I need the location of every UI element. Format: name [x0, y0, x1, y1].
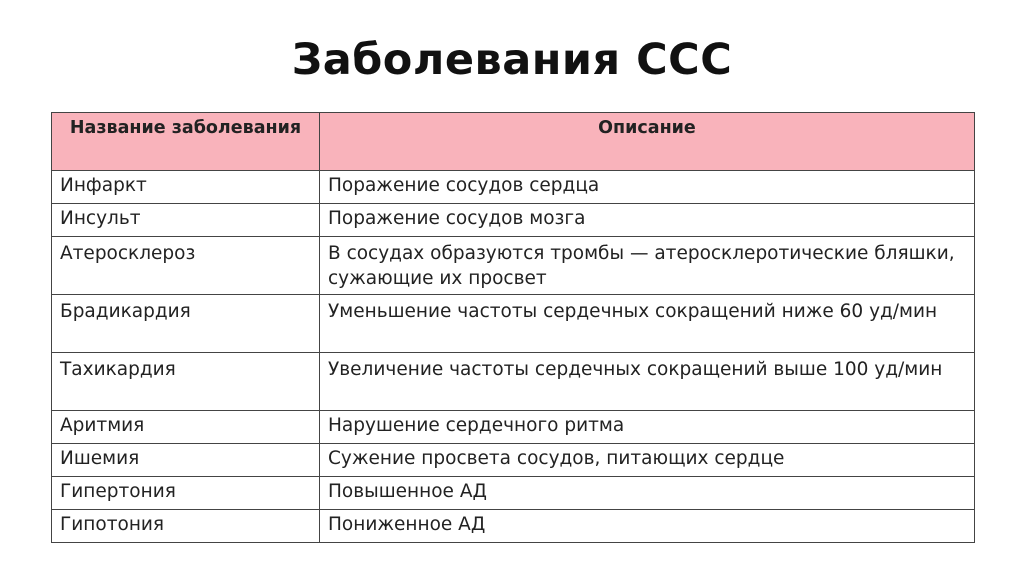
table-row: [52, 353, 975, 411]
table-row: [52, 510, 975, 543]
disease-name-cell: Аритмия: [52, 411, 320, 444]
disease-description-cell: Уменьшение частоты сердечных сокращений ниже 60 уд/мин: [320, 295, 975, 353]
table-row: [52, 477, 975, 510]
disease-name-cell: Ишемия: [52, 444, 320, 477]
slide-title: Заболевания ССС: [291, 35, 733, 85]
disease-name-cell: Тахикардия: [52, 353, 320, 411]
disease-name-cell: Инсульт: [52, 204, 320, 237]
diseases-table: [51, 112, 975, 543]
disease-description-cell: Увеличение частоты сердечных сокращений выше 100 уд/мин: [320, 353, 975, 411]
disease-description-cell: Поражение сосудов сердца: [320, 171, 975, 204]
disease-name-cell: Инфаркт: [52, 171, 320, 204]
table-row: [52, 237, 975, 295]
table-row: [52, 411, 975, 444]
table-row: [52, 204, 975, 237]
disease-description-cell: Нарушение сердечного ритма: [320, 411, 975, 444]
table-row: [52, 171, 975, 204]
table-row: [52, 444, 975, 477]
disease-name-cell: Атеросклероз: [52, 237, 320, 295]
disease-name-cell: Гипертония: [52, 477, 320, 510]
table-header-row: [52, 113, 975, 171]
header-description: Описание: [320, 113, 975, 171]
disease-name-cell: Брадикардия: [52, 295, 320, 353]
disease-description-cell: Поражение сосудов мозга: [320, 204, 975, 237]
disease-description-cell: Сужение просвета сосудов, питающих сердце: [320, 444, 975, 477]
disease-description-cell: В сосудах образуются тромбы — атеросклеротические бляшки, сужающие их просвет: [320, 237, 975, 295]
disease-name-cell: Гипотония: [52, 510, 320, 543]
header-disease-name: Название заболевания: [52, 113, 320, 171]
disease-description-cell: Пониженное АД: [320, 510, 975, 543]
table-row: [52, 295, 975, 353]
disease-description-cell: Повышенное АД: [320, 477, 975, 510]
